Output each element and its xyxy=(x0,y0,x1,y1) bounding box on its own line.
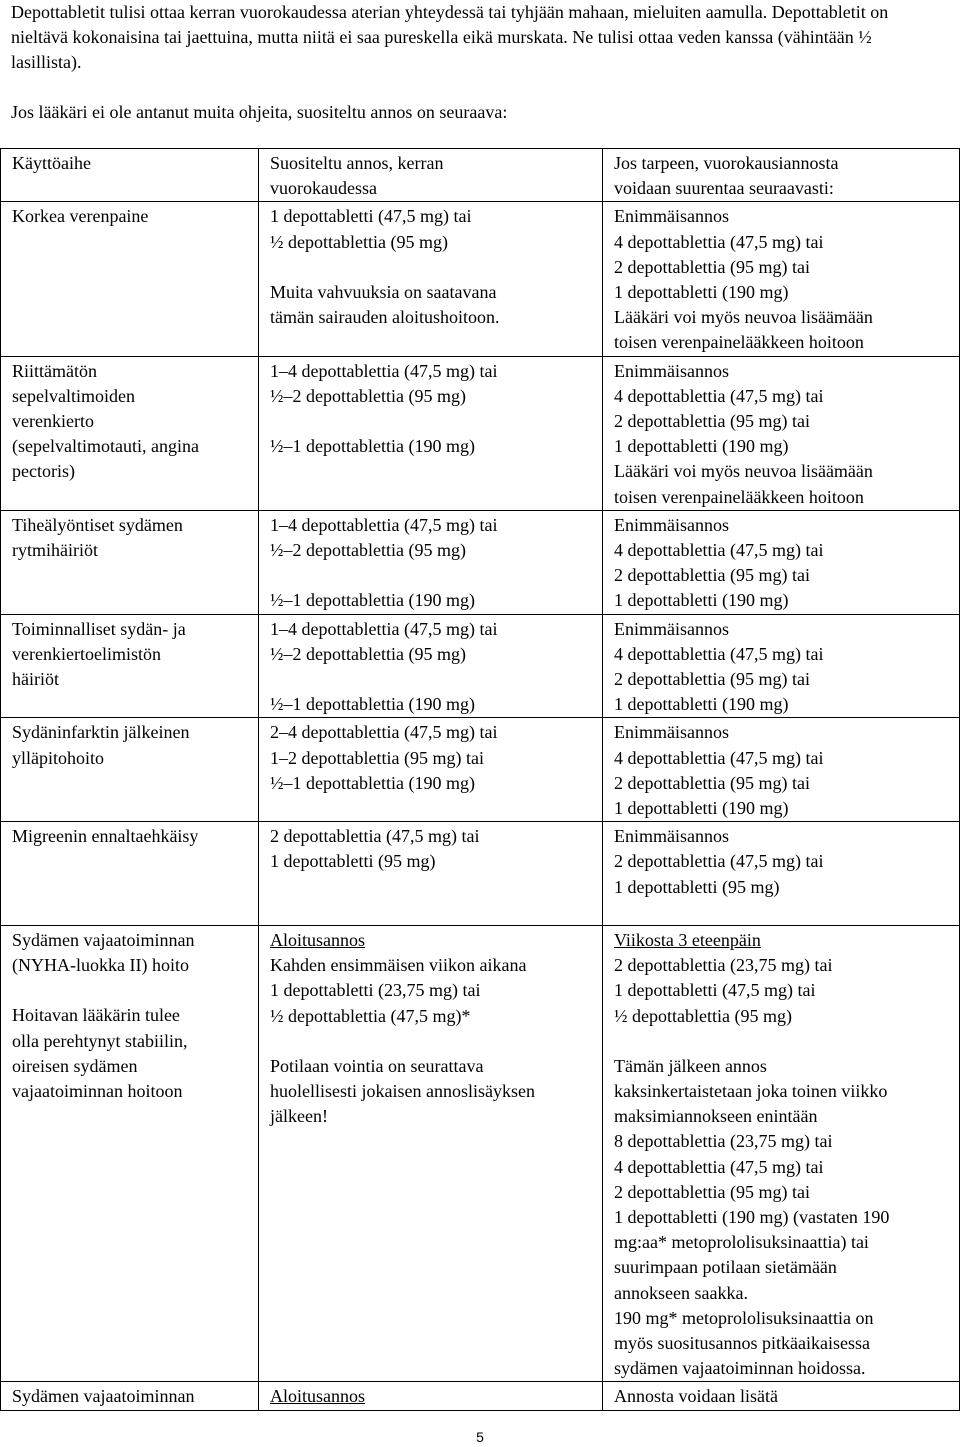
cell-max xyxy=(603,718,960,822)
cell-line: Lääkäri voi myös neuvoa lisäämään xyxy=(614,307,873,328)
cell-line: ½–1 depottablettia (190 mg) xyxy=(270,436,475,457)
cell-indication xyxy=(1,510,259,614)
header-max xyxy=(603,149,960,202)
cell-line: 1 depottabletti (47,5 mg) tai xyxy=(614,980,816,1001)
cell-line: Viikosta 3 eteenpäin xyxy=(614,929,761,950)
cell-line: Aloitusannos xyxy=(270,1386,366,1407)
cell-line: Enimmäisannos xyxy=(614,722,729,743)
cell-indication xyxy=(1,718,259,822)
cell-line: 1 depottabletti (190 mg) xyxy=(614,590,789,611)
cell-line: Lääkäri voi myös neuvoa lisäämään xyxy=(614,461,873,482)
cell-line: jälkeen! xyxy=(270,1106,328,1127)
cell-line: toisen verenpainelääkkeen hoitoon xyxy=(614,332,864,353)
cell-line: 2 depottablettia (47,5 mg) tai xyxy=(614,851,824,872)
table-row xyxy=(1,356,960,510)
header-dose xyxy=(259,149,603,202)
cell-line: huolellisesti jokaisen annoslisäyksen xyxy=(270,1080,535,1101)
cell-dose xyxy=(259,202,603,356)
cell-dose xyxy=(259,356,603,510)
cell-line: Riittämätön xyxy=(12,360,97,381)
cell-line: ½ depottablettia (95 mg) xyxy=(614,1005,792,1026)
cell-line: 2–4 depottablettia (47,5 mg) tai xyxy=(270,722,498,743)
header-indication-text: Käyttöaihe xyxy=(12,153,91,173)
cell-line: 8 depottablettia (23,75 mg) tai xyxy=(614,1131,833,1152)
cell-line: 1 depottabletti (47,5 mg) tai xyxy=(270,206,472,227)
cell-line: 2 depottablettia (47,5 mg) tai xyxy=(270,826,480,847)
blank-line xyxy=(270,667,596,692)
cell-dose xyxy=(259,614,603,718)
cell-dose xyxy=(259,718,603,822)
cell-indication xyxy=(1,614,259,718)
cell-indication xyxy=(1,202,259,356)
table-row xyxy=(1,925,960,1381)
table-row xyxy=(1,1382,960,1410)
cell-line: 1 depottabletti (23,75 mg) tai xyxy=(270,980,481,1001)
cell-line: maksimiannokseen enintään xyxy=(614,1106,818,1127)
cell-line: Toiminnalliset sydän- ja xyxy=(12,618,186,639)
cell-line: Enimmäisannos xyxy=(614,360,729,381)
cell-indication xyxy=(1,356,259,510)
cell-max xyxy=(603,614,960,718)
cell-line: Suositeltu annos, kerran xyxy=(270,153,444,173)
cell-line: tämän sairauden aloitushoitoon. xyxy=(270,307,500,328)
cell-line: 2 depottablettia (23,75 mg) tai xyxy=(614,955,833,976)
intro-lead: Jos lääkäri ei ole antanut muita ohjeita, suositeltu annos on seuraava: xyxy=(11,102,508,122)
intro-paragraph: Depottabletit tulisi ottaa kerran vuorokaudessa aterian yhteydessä tai tyhjään mahaan, mieluiten aamulla. Depottabletit on nieltävä kokonaisina tai jaettuina, mutta niitä ei saa pureskella eikä murskata. Ne tulisi ottaa veden kanssa (vähintään ½ lasillista). xyxy=(11,2,889,73)
cell-line: Potilaan vointia on seurattava xyxy=(270,1055,484,1076)
cell-line: rytmihäiriöt xyxy=(12,540,98,561)
cell-line: mg:aa* metoprololisuksinaattia) tai xyxy=(614,1232,869,1253)
cell-line: verenkiertoelimistön xyxy=(12,643,161,664)
cell-line: 2 depottablettia (95 mg) tai xyxy=(614,669,810,690)
cell-line: ½–2 depottablettia (95 mg) xyxy=(270,540,466,561)
cell-line: sepelvaltimoiden xyxy=(12,385,135,406)
cell-line: vuorokaudessa xyxy=(270,178,377,199)
cell-max xyxy=(603,822,960,926)
cell-line: Migreenin ennaltaehkäisy xyxy=(12,826,199,847)
cell-line: 1–4 depottablettia (47,5 mg) tai xyxy=(270,618,498,639)
cell-line: (NYHA-luokka II) hoito xyxy=(12,955,189,976)
cell-line: 4 depottablettia (47,5 mg) tai xyxy=(614,385,824,406)
cell-line: ½–2 depottablettia (95 mg) xyxy=(270,385,466,406)
cell-line: Aloitusannos xyxy=(270,929,366,950)
cell-max xyxy=(603,1382,960,1410)
table-header-row xyxy=(1,149,960,202)
table-row xyxy=(1,510,960,614)
cell-line: verenkierto xyxy=(12,411,94,432)
cell-line: Tämän jälkeen annos xyxy=(614,1055,767,1076)
blank-line xyxy=(270,563,596,588)
cell-line: ½ depottablettia (47,5 mg)* xyxy=(270,1005,471,1026)
page-number: 5 xyxy=(476,1429,484,1445)
cell-line: Enimmäisannos xyxy=(614,514,729,535)
cell-line: Muita vahvuuksia on saatavana xyxy=(270,281,497,302)
cell-line: 190 mg* metoprololisuksinaattia on xyxy=(614,1307,874,1328)
cell-line: Enimmäisannos xyxy=(614,826,729,847)
cell-line: oireisen sydämen xyxy=(12,1055,138,1076)
cell-line: ½–2 depottablettia (95 mg) xyxy=(270,643,466,664)
cell-line: Annosta voidaan lisätä xyxy=(614,1386,778,1407)
cell-line: Enimmäisannos xyxy=(614,618,729,639)
cell-line: 1 depottabletti (190 mg) xyxy=(614,694,789,715)
cell-line: 1 depottabletti (95 mg) xyxy=(614,876,780,897)
blank-line xyxy=(270,409,596,434)
header-indication xyxy=(1,149,259,202)
cell-line: 1–4 depottablettia (47,5 mg) tai xyxy=(270,360,498,381)
blank-line xyxy=(614,900,953,925)
cell-line: 2 depottablettia (95 mg) tai xyxy=(614,1181,810,1202)
cell-line: Sydämen vajaatoiminnan xyxy=(12,929,195,950)
cell-indication xyxy=(1,822,259,926)
cell-max xyxy=(603,356,960,510)
cell-line: 4 depottablettia (47,5 mg) tai xyxy=(614,1156,824,1177)
cell-max xyxy=(603,925,960,1381)
cell-line: pectoris) xyxy=(12,461,75,482)
blank-line xyxy=(270,1029,596,1054)
cell-line: voidaan suurentaa seuraavasti: xyxy=(614,178,834,199)
cell-line: 2 depottablettia (95 mg) tai xyxy=(614,411,810,432)
cell-line: ½–1 depottablettia (190 mg) xyxy=(270,694,475,715)
cell-line: 2 depottablettia (95 mg) tai xyxy=(614,565,810,586)
cell-line: kaksinkertaistetaan joka toinen viikko xyxy=(614,1080,888,1101)
cell-max xyxy=(603,202,960,356)
cell-line: Kahden ensimmäisen viikon aikana xyxy=(270,955,527,976)
cell-line: 1 depottabletti (190 mg) (vastaten 190 xyxy=(614,1206,890,1227)
table-row xyxy=(1,822,960,926)
cell-line: 1 depottabletti (190 mg) xyxy=(614,436,789,457)
cell-line: Hoitavan lääkärin tulee xyxy=(12,1005,180,1026)
cell-line: ½–1 depottablettia (190 mg) xyxy=(270,590,475,611)
cell-dose xyxy=(259,1382,603,1410)
blank-line xyxy=(12,978,252,1003)
cell-dose xyxy=(259,822,603,926)
cell-line: sydämen vajaatoiminnan hoidossa. xyxy=(614,1358,866,1379)
cell-line: annokseen saakka. xyxy=(614,1282,748,1303)
table-row xyxy=(1,614,960,718)
cell-line: toisen verenpainelääkkeen hoitoon xyxy=(614,486,864,507)
dosing-table xyxy=(0,148,960,1411)
cell-line: suurimpaan potilaan sietämään xyxy=(614,1257,837,1278)
cell-line: Enimmäisannos xyxy=(614,206,729,227)
cell-indication xyxy=(1,925,259,1381)
cell-line: Sydäninfarktin jälkeinen xyxy=(12,722,190,743)
cell-line: 1–4 depottablettia (47,5 mg) tai xyxy=(270,514,498,535)
cell-line: 2 depottablettia (95 mg) tai xyxy=(614,772,810,793)
blank-line xyxy=(614,1029,953,1054)
cell-line: myös suositusannos pitkäaikaisessa xyxy=(614,1332,870,1353)
cell-dose xyxy=(259,510,603,614)
table-row xyxy=(1,202,960,356)
cell-line: 1 depottabletti (190 mg) xyxy=(614,282,789,303)
cell-line: ylläpitohoito xyxy=(12,747,104,768)
cell-line: Jos tarpeen, vuorokausiannosta xyxy=(614,153,839,173)
cell-line: ½–1 depottablettia (190 mg) xyxy=(270,772,475,793)
table-row xyxy=(1,718,960,822)
cell-line: 4 depottablettia (47,5 mg) tai xyxy=(614,540,824,561)
blank-line xyxy=(270,255,596,280)
cell-line: häiriöt xyxy=(12,669,59,690)
cell-indication xyxy=(1,1382,259,1410)
cell-line: Sydämen vajaatoiminnan xyxy=(12,1386,195,1407)
cell-line: Korkea verenpaine xyxy=(12,206,149,227)
cell-dose xyxy=(259,925,603,1381)
cell-line: 1 depottabletti (190 mg) xyxy=(614,798,789,819)
cell-line: vajaatoiminnan hoitoon xyxy=(12,1080,183,1101)
cell-line: 1–2 depottablettia (95 mg) tai xyxy=(270,747,484,768)
cell-line: 1 depottabletti (95 mg) xyxy=(270,851,436,872)
cell-line: 2 depottablettia (95 mg) tai xyxy=(614,256,810,277)
cell-max xyxy=(603,510,960,614)
cell-line: (sepelvaltimotauti, angina xyxy=(12,436,199,457)
cell-line: Tiheälyöntiset sydämen xyxy=(12,514,183,535)
cell-line: 4 depottablettia (47,5 mg) tai xyxy=(614,231,824,252)
cell-line: olla perehtynyt stabiilin, xyxy=(12,1030,188,1051)
cell-line: 4 depottablettia (47,5 mg) tai xyxy=(614,747,824,768)
cell-line: ½ depottablettia (95 mg) xyxy=(270,231,448,252)
cell-line: 4 depottablettia (47,5 mg) tai xyxy=(614,643,824,664)
